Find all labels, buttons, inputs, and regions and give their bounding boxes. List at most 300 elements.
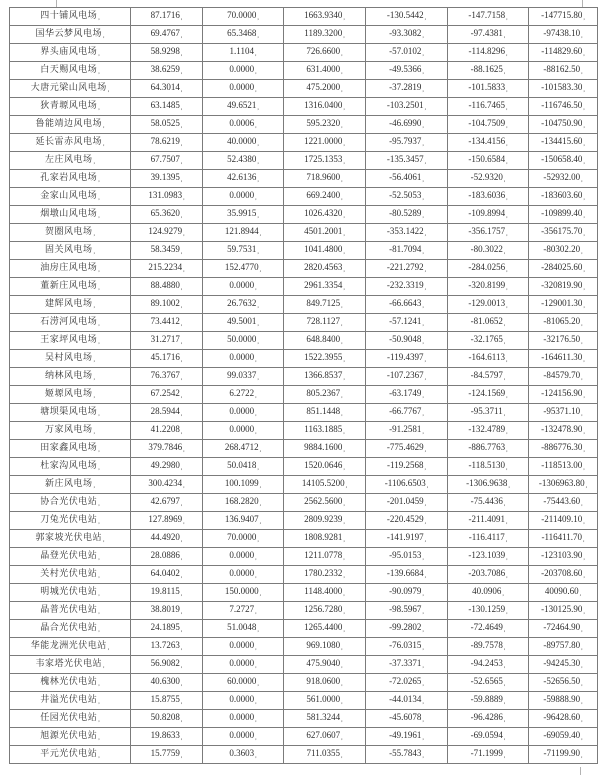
value-cell[interactable]	[529, 44, 598, 62]
value-cell[interactable]	[529, 116, 598, 134]
value-cell[interactable]	[203, 494, 284, 512]
value-cell[interactable]	[131, 134, 203, 152]
station-name-cell[interactable]	[10, 242, 131, 260]
value-cell[interactable]	[284, 638, 366, 656]
value-cell[interactable]	[448, 278, 529, 296]
value-cell[interactable]	[284, 44, 366, 62]
station-name-cell[interactable]	[10, 728, 131, 746]
value-cell[interactable]	[366, 548, 448, 566]
value-cell[interactable]	[284, 314, 366, 332]
value-cell[interactable]	[529, 26, 598, 44]
value-cell[interactable]	[131, 440, 203, 458]
value-cell[interactable]	[284, 188, 366, 206]
value-cell[interactable]	[131, 512, 203, 530]
value-cell[interactable]	[131, 368, 203, 386]
value-cell[interactable]	[284, 620, 366, 638]
value-cell[interactable]	[448, 728, 529, 746]
value-cell[interactable]	[131, 692, 203, 710]
value-cell[interactable]	[203, 566, 284, 584]
value-cell[interactable]	[366, 584, 448, 602]
value-cell[interactable]	[529, 8, 598, 26]
value-cell[interactable]	[131, 476, 203, 494]
station-name-cell[interactable]	[10, 260, 131, 278]
value-cell[interactable]	[448, 692, 529, 710]
value-cell[interactable]	[131, 206, 203, 224]
value-cell[interactable]	[448, 584, 529, 602]
value-cell[interactable]	[529, 188, 598, 206]
value-cell[interactable]	[529, 386, 598, 404]
station-name-cell[interactable]	[10, 80, 131, 98]
value-cell[interactable]	[529, 404, 598, 422]
end-of-cell-mark-icon: ,	[424, 15, 427, 21]
value-cell[interactable]	[366, 8, 448, 26]
value-cell[interactable]	[284, 296, 366, 314]
value-cell[interactable]	[131, 44, 203, 62]
value-cell[interactable]	[366, 746, 448, 764]
station-name-cell[interactable]	[10, 152, 131, 170]
value-cell[interactable]	[529, 62, 598, 80]
value-cell[interactable]	[448, 566, 529, 584]
value-cell[interactable]	[203, 314, 284, 332]
value-cell[interactable]	[448, 260, 529, 278]
value-cell[interactable]	[203, 278, 284, 296]
value-cell[interactable]	[448, 206, 529, 224]
value-cell[interactable]	[203, 224, 284, 242]
value-cell[interactable]	[448, 530, 529, 548]
value-cell[interactable]	[131, 296, 203, 314]
value-cell[interactable]	[448, 710, 529, 728]
value-cell[interactable]	[131, 224, 203, 242]
value-cell[interactable]	[131, 404, 203, 422]
value-cell[interactable]	[448, 8, 529, 26]
station-name-cell[interactable]	[10, 674, 131, 692]
value-cell[interactable]	[448, 638, 529, 656]
value-cell[interactable]	[366, 134, 448, 152]
value-cell[interactable]	[203, 674, 284, 692]
value-cell[interactable]	[131, 620, 203, 638]
value-cell[interactable]	[131, 188, 203, 206]
value-cell[interactable]	[131, 746, 203, 764]
value-cell[interactable]	[448, 26, 529, 44]
value-cell[interactable]	[203, 134, 284, 152]
value-cell[interactable]	[203, 260, 284, 278]
value-cell[interactable]	[284, 386, 366, 404]
value-cell[interactable]	[203, 404, 284, 422]
value-cell[interactable]	[366, 566, 448, 584]
station-name-cell[interactable]	[10, 404, 131, 422]
station-name-cell[interactable]	[10, 602, 131, 620]
value-cell[interactable]	[366, 728, 448, 746]
value-cell[interactable]	[448, 674, 529, 692]
value-cell[interactable]	[366, 206, 448, 224]
value-cell[interactable]	[203, 458, 284, 476]
value-cell[interactable]	[131, 584, 203, 602]
value-cell[interactable]	[284, 512, 366, 530]
station-name-cell[interactable]	[10, 746, 131, 764]
value-cell[interactable]	[203, 350, 284, 368]
value-cell[interactable]	[203, 332, 284, 350]
value-cell[interactable]	[284, 530, 366, 548]
value-cell[interactable]	[366, 260, 448, 278]
station-name-cell[interactable]	[10, 26, 131, 44]
value-cell[interactable]	[131, 530, 203, 548]
value-cell[interactable]	[131, 674, 203, 692]
value-cell[interactable]	[366, 350, 448, 368]
value-cell[interactable]	[203, 386, 284, 404]
value-cell[interactable]	[366, 278, 448, 296]
value-cell[interactable]	[529, 152, 598, 170]
value-cell[interactable]	[529, 206, 598, 224]
value-cell[interactable]	[529, 656, 598, 674]
value-cell[interactable]	[366, 692, 448, 710]
value-cell[interactable]	[448, 242, 529, 260]
value-cell[interactable]	[448, 548, 529, 566]
station-name-cell[interactable]	[10, 620, 131, 638]
value-cell[interactable]	[448, 476, 529, 494]
station-name-cell[interactable]	[10, 386, 131, 404]
value-cell[interactable]	[284, 350, 366, 368]
value-cell[interactable]	[529, 134, 598, 152]
value-cell[interactable]	[529, 242, 598, 260]
value-cell[interactable]	[203, 242, 284, 260]
value-cell[interactable]	[203, 26, 284, 44]
value-cell[interactable]	[366, 296, 448, 314]
end-of-cell-mark-icon: ,	[255, 699, 257, 705]
value-cell[interactable]	[366, 170, 448, 188]
station-name-cell[interactable]	[10, 44, 131, 62]
value-cell[interactable]	[131, 602, 203, 620]
value-cell[interactable]	[284, 26, 366, 44]
station-name-cell[interactable]	[10, 296, 131, 314]
value-cell[interactable]	[284, 710, 366, 728]
value-cell[interactable]	[529, 692, 598, 710]
station-name-cell[interactable]	[10, 98, 131, 116]
value-cell[interactable]	[366, 476, 448, 494]
value-cell[interactable]	[529, 170, 598, 188]
value-cell[interactable]	[203, 188, 284, 206]
station-name-cell[interactable]	[10, 638, 131, 656]
value-cell[interactable]	[284, 422, 366, 440]
value-cell[interactable]	[366, 80, 448, 98]
value-cell[interactable]	[366, 152, 448, 170]
value-cell[interactable]	[131, 260, 203, 278]
value-cell[interactable]	[366, 458, 448, 476]
value-cell[interactable]	[448, 458, 529, 476]
value-cell[interactable]	[203, 692, 284, 710]
value-cell[interactable]	[448, 44, 529, 62]
cell-value: 19.8633	[150, 730, 180, 740]
value-cell[interactable]	[284, 494, 366, 512]
value-cell[interactable]	[203, 62, 284, 80]
value-cell[interactable]	[529, 332, 598, 350]
value-cell[interactable]	[203, 44, 284, 62]
value-cell[interactable]	[366, 242, 448, 260]
value-cell[interactable]	[284, 206, 366, 224]
value-cell[interactable]	[284, 476, 366, 494]
value-cell[interactable]	[448, 80, 529, 98]
value-cell[interactable]	[203, 98, 284, 116]
value-cell[interactable]	[448, 62, 529, 80]
station-name-cell[interactable]	[10, 224, 131, 242]
station-name-cell[interactable]	[10, 440, 131, 458]
value-cell[interactable]	[529, 566, 598, 584]
value-cell[interactable]	[284, 404, 366, 422]
value-cell[interactable]	[366, 530, 448, 548]
value-cell[interactable]	[366, 494, 448, 512]
value-cell[interactable]	[131, 728, 203, 746]
value-cell[interactable]	[131, 242, 203, 260]
value-cell[interactable]	[284, 134, 366, 152]
value-cell[interactable]	[131, 170, 203, 188]
station-name-cell[interactable]	[10, 476, 131, 494]
value-cell[interactable]	[529, 512, 598, 530]
value-cell[interactable]	[448, 98, 529, 116]
value-cell[interactable]	[448, 134, 529, 152]
value-cell[interactable]	[366, 224, 448, 242]
value-cell[interactable]	[203, 602, 284, 620]
station-name-cell[interactable]	[10, 170, 131, 188]
value-cell[interactable]	[203, 368, 284, 386]
value-cell[interactable]	[203, 206, 284, 224]
value-cell[interactable]	[284, 548, 366, 566]
value-cell[interactable]	[131, 548, 203, 566]
station-name-cell[interactable]	[10, 8, 131, 26]
end-of-cell-mark-icon: ,	[98, 501, 100, 507]
value-cell[interactable]	[203, 296, 284, 314]
value-cell[interactable]	[366, 26, 448, 44]
value-cell[interactable]	[366, 116, 448, 134]
value-cell[interactable]	[529, 548, 598, 566]
value-cell[interactable]	[448, 386, 529, 404]
value-cell[interactable]	[284, 728, 366, 746]
station-name-cell[interactable]	[10, 314, 131, 332]
value-cell[interactable]	[366, 188, 448, 206]
value-cell[interactable]	[203, 584, 284, 602]
station-name-cell[interactable]	[10, 206, 131, 224]
value-cell[interactable]	[448, 314, 529, 332]
value-cell[interactable]	[203, 8, 284, 26]
value-cell[interactable]	[284, 746, 366, 764]
value-cell[interactable]	[131, 566, 203, 584]
station-name-cell[interactable]	[10, 566, 131, 584]
value-cell[interactable]	[448, 656, 529, 674]
value-cell[interactable]	[529, 368, 598, 386]
value-cell[interactable]	[529, 476, 598, 494]
value-cell[interactable]	[131, 656, 203, 674]
value-cell[interactable]	[203, 710, 284, 728]
value-cell[interactable]	[529, 458, 598, 476]
value-cell[interactable]	[448, 512, 529, 530]
value-cell[interactable]	[448, 350, 529, 368]
value-cell[interactable]	[203, 422, 284, 440]
value-cell[interactable]	[131, 278, 203, 296]
value-cell[interactable]	[131, 152, 203, 170]
value-cell[interactable]	[366, 314, 448, 332]
value-cell[interactable]	[529, 674, 598, 692]
value-cell[interactable]	[366, 332, 448, 350]
value-cell[interactable]	[366, 98, 448, 116]
value-cell[interactable]	[284, 224, 366, 242]
value-cell[interactable]	[284, 278, 366, 296]
value-cell[interactable]	[366, 440, 448, 458]
value-cell[interactable]	[203, 638, 284, 656]
value-cell[interactable]	[131, 386, 203, 404]
value-cell[interactable]	[448, 602, 529, 620]
value-cell[interactable]	[366, 638, 448, 656]
value-cell[interactable]	[131, 494, 203, 512]
station-name-cell[interactable]	[10, 584, 131, 602]
value-cell[interactable]	[529, 494, 598, 512]
value-cell[interactable]	[529, 710, 598, 728]
station-name-cell[interactable]	[10, 512, 131, 530]
value-cell[interactable]	[203, 476, 284, 494]
value-cell[interactable]	[131, 422, 203, 440]
value-cell[interactable]	[284, 62, 366, 80]
value-cell[interactable]	[284, 458, 366, 476]
value-cell[interactable]	[284, 8, 366, 26]
station-name-cell[interactable]	[10, 494, 131, 512]
station-name-cell[interactable]	[10, 656, 131, 674]
value-cell[interactable]	[131, 350, 203, 368]
value-cell[interactable]	[529, 584, 598, 602]
value-cell[interactable]	[284, 170, 366, 188]
value-cell[interactable]	[284, 566, 366, 584]
end-of-cell-mark-icon: ,	[180, 177, 183, 183]
value-cell[interactable]	[529, 422, 598, 440]
value-cell[interactable]	[284, 98, 366, 116]
value-cell[interactable]	[366, 674, 448, 692]
value-cell[interactable]	[529, 620, 598, 638]
value-cell[interactable]	[284, 368, 366, 386]
station-name-cell[interactable]	[10, 692, 131, 710]
value-cell[interactable]	[284, 674, 366, 692]
value-cell[interactable]	[529, 728, 598, 746]
value-cell[interactable]	[366, 62, 448, 80]
station-name-cell[interactable]	[10, 62, 131, 80]
value-cell[interactable]	[529, 638, 598, 656]
value-cell[interactable]	[131, 458, 203, 476]
station-name-cell[interactable]	[10, 134, 131, 152]
value-cell[interactable]	[284, 656, 366, 674]
value-cell[interactable]	[203, 530, 284, 548]
station-name-cell[interactable]	[10, 188, 131, 206]
value-cell[interactable]	[203, 512, 284, 530]
value-cell[interactable]	[131, 98, 203, 116]
value-cell[interactable]	[529, 350, 598, 368]
station-name-cell[interactable]	[10, 278, 131, 296]
value-cell[interactable]	[366, 386, 448, 404]
value-cell[interactable]	[284, 116, 366, 134]
station-name-cell[interactable]	[10, 458, 131, 476]
end-of-cell-mark-icon: ,	[180, 159, 183, 165]
value-cell[interactable]	[203, 170, 284, 188]
value-cell[interactable]	[448, 152, 529, 170]
value-cell[interactable]	[203, 746, 284, 764]
value-cell[interactable]	[448, 224, 529, 242]
value-cell[interactable]	[448, 332, 529, 350]
value-cell[interactable]	[529, 746, 598, 764]
value-cell[interactable]	[529, 98, 598, 116]
value-cell[interactable]	[284, 692, 366, 710]
value-cell[interactable]	[203, 440, 284, 458]
value-cell[interactable]	[131, 710, 203, 728]
value-cell[interactable]	[131, 332, 203, 350]
value-cell[interactable]	[448, 188, 529, 206]
value-cell[interactable]	[203, 656, 284, 674]
value-cell[interactable]	[284, 242, 366, 260]
value-cell[interactable]	[203, 116, 284, 134]
station-name-cell[interactable]	[10, 350, 131, 368]
value-cell[interactable]	[284, 260, 366, 278]
value-cell[interactable]	[203, 80, 284, 98]
value-cell[interactable]	[529, 80, 598, 98]
value-cell[interactable]	[448, 116, 529, 134]
value-cell[interactable]	[529, 278, 598, 296]
value-cell[interactable]	[529, 260, 598, 278]
station-name-cell[interactable]	[10, 422, 131, 440]
value-cell[interactable]	[448, 368, 529, 386]
value-cell[interactable]	[284, 80, 366, 98]
value-cell[interactable]	[131, 8, 203, 26]
value-cell[interactable]	[366, 422, 448, 440]
value-cell[interactable]	[366, 620, 448, 638]
value-cell[interactable]	[203, 548, 284, 566]
value-cell[interactable]	[366, 656, 448, 674]
value-cell[interactable]	[448, 170, 529, 188]
value-cell[interactable]	[284, 440, 366, 458]
value-cell[interactable]	[131, 638, 203, 656]
value-cell[interactable]	[203, 152, 284, 170]
value-cell[interactable]	[529, 440, 598, 458]
value-cell[interactable]	[284, 602, 366, 620]
station-name-cell[interactable]	[10, 368, 131, 386]
value-cell[interactable]	[366, 512, 448, 530]
value-cell[interactable]	[529, 314, 598, 332]
station-name-cell[interactable]	[10, 548, 131, 566]
value-cell[interactable]	[448, 422, 529, 440]
station-name-cell[interactable]	[10, 530, 131, 548]
value-cell[interactable]	[366, 404, 448, 422]
value-cell[interactable]	[366, 44, 448, 62]
value-cell[interactable]	[131, 80, 203, 98]
value-cell[interactable]	[529, 224, 598, 242]
value-cell[interactable]	[366, 710, 448, 728]
value-cell[interactable]	[448, 494, 529, 512]
value-cell[interactable]	[366, 368, 448, 386]
station-name-cell[interactable]	[10, 116, 131, 134]
value-cell[interactable]	[284, 332, 366, 350]
value-cell[interactable]	[529, 530, 598, 548]
value-cell[interactable]	[448, 746, 529, 764]
value-cell[interactable]	[366, 602, 448, 620]
value-cell[interactable]	[448, 404, 529, 422]
value-cell[interactable]	[529, 296, 598, 314]
value-cell[interactable]	[448, 440, 529, 458]
station-name-cell[interactable]	[10, 710, 131, 728]
value-cell[interactable]	[131, 26, 203, 44]
value-cell[interactable]	[448, 620, 529, 638]
value-cell[interactable]	[529, 602, 598, 620]
value-cell[interactable]	[284, 152, 366, 170]
value-cell[interactable]	[131, 62, 203, 80]
station-name-cell[interactable]	[10, 332, 131, 350]
value-cell[interactable]	[203, 728, 284, 746]
value-cell[interactable]	[203, 620, 284, 638]
value-cell[interactable]	[131, 116, 203, 134]
value-cell[interactable]	[448, 296, 529, 314]
value-cell[interactable]	[131, 314, 203, 332]
value-cell[interactable]	[284, 584, 366, 602]
